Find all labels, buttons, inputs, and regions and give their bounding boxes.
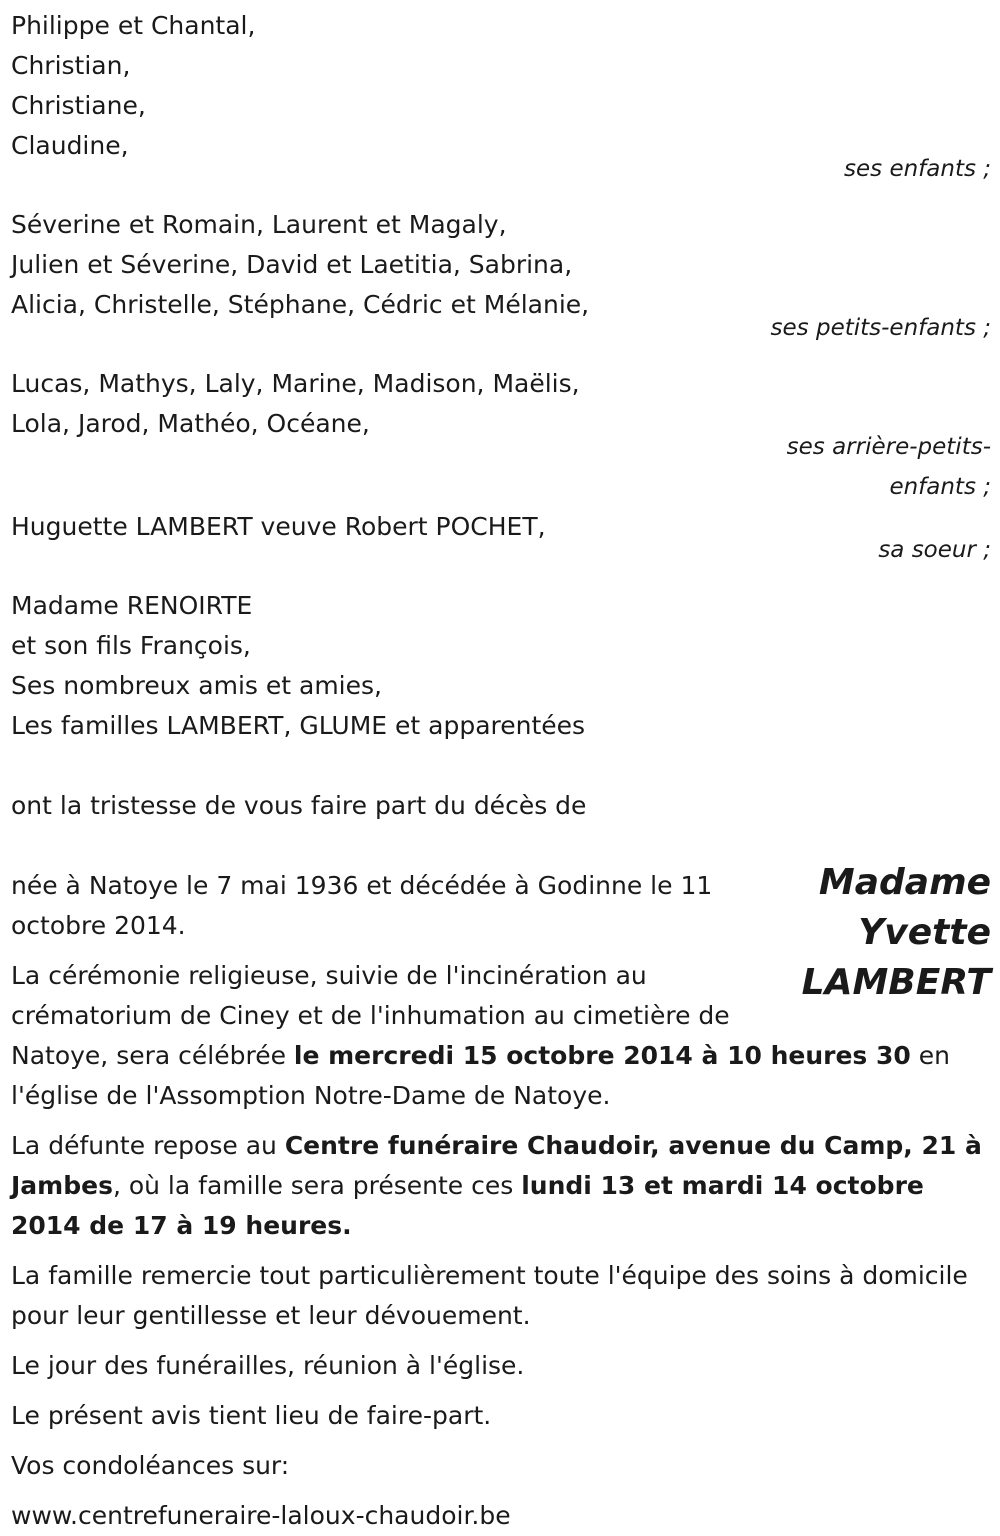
family-line: Lola, Jarod, Mathéo, Océane, — [11, 409, 370, 438]
family-line: Les familles LAMBERT, GLUME et apparentées — [11, 711, 586, 740]
family-line: Philippe et Chantal, — [11, 11, 256, 40]
family-line: Claudine, — [11, 131, 129, 160]
condolences-label: Vos condoléances sur: — [11, 1451, 290, 1480]
website-link[interactable]: www.centrefuneraire-laloux-chaudoir.be — [11, 1501, 511, 1530]
deceased-first-name: Yvette — [858, 912, 991, 953]
funeral-day-text: Le jour des funérailles, réunion à l'église. — [11, 1351, 525, 1380]
family-line: Madame RENOIRTE — [11, 591, 253, 620]
announcement-text: ont la tristesse de vous faire part du décès de — [11, 791, 587, 820]
obituary-notice — [11, 6, 991, 1536]
family-line: Christian, — [11, 51, 131, 80]
deceased-section — [11, 862, 991, 1116]
family-line: Lucas, Mathys, Laly, Marine, Madison, Maëlis, — [11, 369, 580, 398]
sister-block — [11, 507, 991, 570]
family-line: Christiane, — [11, 91, 146, 120]
family-line: Julien et Séverine, David et Laetitia, Sabrina, — [11, 250, 573, 279]
repose-intro: La défunte repose au — [11, 1131, 285, 1160]
repose-place: Centre funéraire Chaudoir, avenue du Camp, 21 à Jambes — [11, 1131, 982, 1200]
relationship-label: ses petits-enfants ; — [770, 315, 991, 341]
others-block — [11, 586, 991, 746]
notice-text: Le présent avis tient lieu de faire-part. — [11, 1401, 492, 1430]
relationship-label: sa soeur ; — [878, 537, 991, 563]
repose-dates: lundi 13 et mardi 14 octobre 2014 de 17 à 19 heures. — [11, 1171, 924, 1240]
relationship-label: enfants ; — [889, 474, 991, 500]
family-line: Séverine et Romain, Laurent et Magaly, — [11, 210, 507, 239]
ceremony-intro: La cérémonie religieuse, suivie de l'incinération au crématorium de Ciney et de l'inhumation au cimetière de Natoye, sera célébrée — [11, 961, 730, 1070]
children-block — [11, 6, 991, 189]
relationship-label: ses arrière-petits- — [786, 434, 991, 460]
grandchildren-block — [11, 205, 991, 348]
repose-text — [11, 1126, 991, 1246]
family-line: Ses nombreux amis et amies, — [11, 671, 382, 700]
thanks-text: La famille remercie tout particulièrement toute l'équipe des soins à domicile pour leur gentillesse et leur dévouement. — [11, 1261, 968, 1330]
birth-death-text: née à Natoye le 7 mai 1936 et décédée à Godinne le 11 octobre 2014. — [11, 871, 713, 940]
family-line: Alicia, Christelle, Stéphane, Cédric et Mélanie, — [11, 290, 590, 319]
deceased-last-name: LAMBERT — [801, 962, 991, 1003]
ceremony-location: en l'église de l'Assomption Notre-Dame de Natoye. — [11, 1041, 950, 1110]
family-line: Huguette LAMBERT veuve Robert POCHET, — [11, 512, 546, 541]
repose-mid: , où la famille sera présente ces — [112, 1171, 522, 1200]
deceased-name — [791, 858, 991, 1008]
family-line: et son fils François, — [11, 631, 251, 660]
relationship-label: ses enfants ; — [844, 156, 991, 182]
ceremony-date: le mercredi 15 octobre 2014 à 10 heures 30 — [293, 1041, 911, 1070]
deceased-title: Madame — [818, 862, 991, 903]
great-grandchildren-block — [11, 364, 991, 507]
